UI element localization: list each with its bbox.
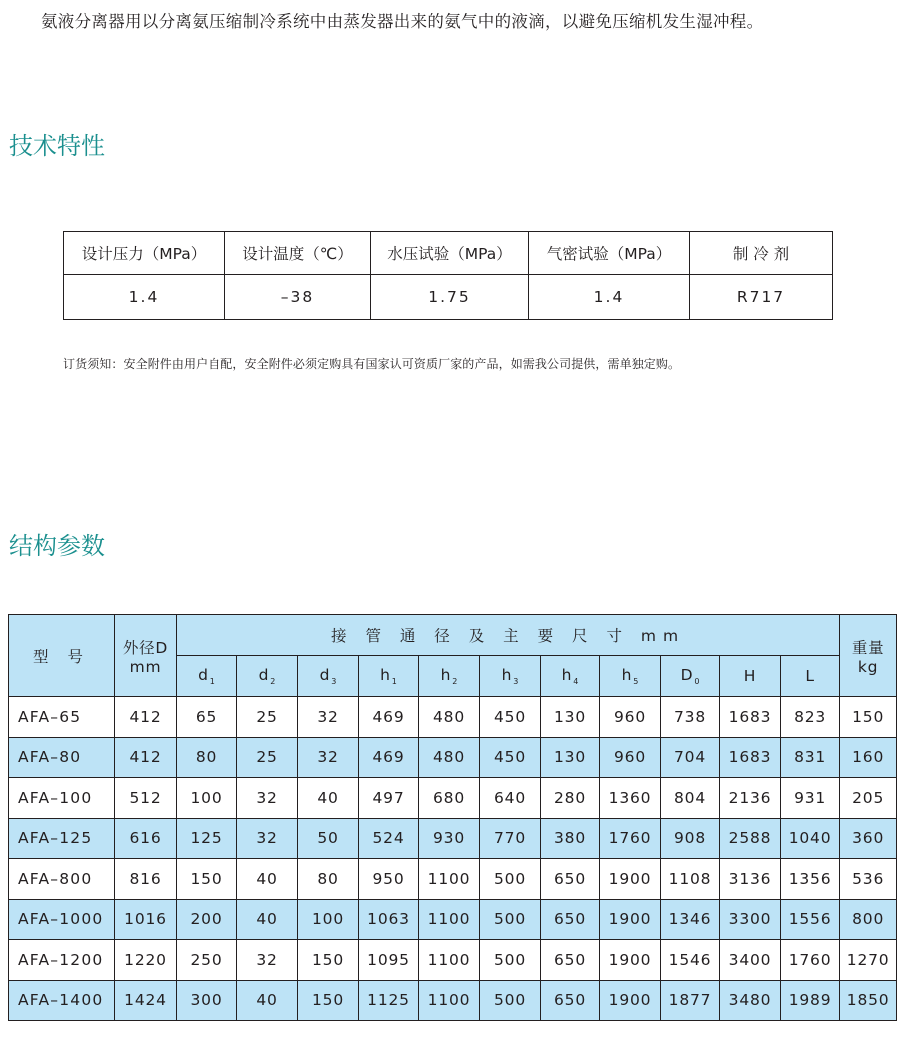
- value-cell: 908: [661, 818, 720, 859]
- spec-value-cell: –38: [225, 275, 371, 320]
- value-cell: 804: [661, 778, 720, 819]
- table-row: [9, 737, 897, 778]
- struct-header-row: [9, 615, 897, 656]
- value-cell: 704: [661, 737, 720, 778]
- value-cell: 40: [237, 899, 298, 940]
- structure-parameter-table: [8, 614, 897, 1021]
- table-row: [9, 859, 897, 900]
- intro-text: 氨液分离器用以分离氨压缩制冷系统中由蒸发器出来的氨气中的液滴，以避免压缩机发生湿冲程。: [41, 12, 764, 31]
- value-cell: 280: [541, 778, 600, 819]
- value-cell: 65: [177, 697, 237, 738]
- value-cell: 150: [177, 859, 237, 900]
- value-cell: 205: [840, 778, 897, 819]
- value-cell: 300: [177, 980, 237, 1021]
- value-cell: 1095: [359, 940, 419, 981]
- spec-header-cell: 气密试验（MPa）: [529, 232, 690, 275]
- value-cell: 1108: [661, 859, 720, 900]
- section-title-technical: 技术特性: [9, 132, 105, 160]
- value-cell: 770: [480, 818, 541, 859]
- value-cell: 950: [359, 859, 419, 900]
- value-cell: 32: [237, 940, 298, 981]
- value-cell: 160: [840, 737, 897, 778]
- value-cell: 130: [541, 697, 600, 738]
- value-cell: 823: [781, 697, 840, 738]
- value-cell: 3400: [720, 940, 781, 981]
- spec-value-cell: 1.75: [371, 275, 529, 320]
- value-cell: 500: [480, 859, 541, 900]
- value-cell: 150: [298, 980, 359, 1021]
- value-cell: 960: [600, 737, 661, 778]
- value-cell: 1760: [781, 940, 840, 981]
- header-weight: 重量 kg: [840, 615, 897, 697]
- value-cell: 1683: [720, 697, 781, 738]
- value-cell: 831: [781, 737, 840, 778]
- value-cell: 80: [298, 859, 359, 900]
- model-cell: AFA–100: [9, 778, 115, 819]
- value-cell: 640: [480, 778, 541, 819]
- value-cell: 469: [359, 737, 419, 778]
- value-cell: 1346: [661, 899, 720, 940]
- subheader-cell: $h_2$: [419, 656, 480, 697]
- spec-header-cell: 设计温度（℃）: [225, 232, 371, 275]
- subheader-cell: $h_3$: [480, 656, 541, 697]
- value-cell: 412: [115, 737, 177, 778]
- model-cell: AFA–65: [9, 697, 115, 738]
- model-cell: AFA–1000: [9, 899, 115, 940]
- table-row: [9, 697, 897, 738]
- value-cell: 1760: [600, 818, 661, 859]
- value-cell: 2136: [720, 778, 781, 819]
- value-cell: 738: [661, 697, 720, 738]
- section-title-structure: 结构参数: [9, 532, 105, 560]
- table-row: [9, 940, 897, 981]
- value-cell: 1125: [359, 980, 419, 1021]
- value-cell: 500: [480, 899, 541, 940]
- order-note: 订货须知：安全附件由用户自配，安全附件必须定购具有国家认可资质厂家的产品，如需我公司提供，需单独定购。: [63, 357, 681, 371]
- value-cell: 1040: [781, 818, 840, 859]
- value-cell: 100: [298, 899, 359, 940]
- spec-value-cell: 1.4: [529, 275, 690, 320]
- value-cell: 1877: [661, 980, 720, 1021]
- value-cell: 1063: [359, 899, 419, 940]
- subheader-cell: $d_2$: [237, 656, 298, 697]
- value-cell: 40: [298, 778, 359, 819]
- spec-value-row: [64, 275, 833, 320]
- value-cell: 125: [177, 818, 237, 859]
- value-cell: 1900: [600, 980, 661, 1021]
- spec-header-cell: 水压试验（MPa）: [371, 232, 529, 275]
- model-cell: AFA–800: [9, 859, 115, 900]
- value-cell: 1100: [419, 899, 480, 940]
- value-cell: 497: [359, 778, 419, 819]
- value-cell: 1100: [419, 859, 480, 900]
- value-cell: 450: [480, 697, 541, 738]
- value-cell: 32: [237, 818, 298, 859]
- value-cell: 32: [237, 778, 298, 819]
- value-cell: 1900: [600, 940, 661, 981]
- subheader-cell: L: [781, 656, 840, 697]
- value-cell: 1900: [600, 859, 661, 900]
- value-cell: 1356: [781, 859, 840, 900]
- subheader-cell: $D_0$: [661, 656, 720, 697]
- value-cell: 650: [541, 980, 600, 1021]
- value-cell: 3480: [720, 980, 781, 1021]
- value-cell: 1016: [115, 899, 177, 940]
- value-cell: 32: [298, 697, 359, 738]
- value-cell: 1989: [781, 980, 840, 1021]
- spec-header-cell: 制 冷 剂: [690, 232, 833, 275]
- value-cell: 150: [298, 940, 359, 981]
- value-cell: 1360: [600, 778, 661, 819]
- value-cell: 680: [419, 778, 480, 819]
- value-cell: 25: [237, 697, 298, 738]
- value-cell: 150: [840, 697, 897, 738]
- value-cell: 931: [781, 778, 840, 819]
- value-cell: 1100: [419, 940, 480, 981]
- value-cell: 800: [840, 899, 897, 940]
- table-row: [9, 778, 897, 819]
- model-cell: AFA–125: [9, 818, 115, 859]
- value-cell: 1424: [115, 980, 177, 1021]
- header-group-dimensions: 接 管 通 径 及 主 要 尺 寸 mm: [177, 615, 840, 656]
- value-cell: 930: [419, 818, 480, 859]
- model-cell: AFA–1200: [9, 940, 115, 981]
- value-cell: 130: [541, 737, 600, 778]
- table-row: [9, 980, 897, 1021]
- value-cell: 480: [419, 697, 480, 738]
- value-cell: 616: [115, 818, 177, 859]
- spec-header-cell: 设计压力（MPa）: [64, 232, 225, 275]
- value-cell: 100: [177, 778, 237, 819]
- spec-value-cell: 1.4: [64, 275, 225, 320]
- value-cell: 960: [600, 697, 661, 738]
- value-cell: 1220: [115, 940, 177, 981]
- value-cell: 450: [480, 737, 541, 778]
- model-cell: AFA–80: [9, 737, 115, 778]
- technical-spec-table: [63, 231, 833, 320]
- value-cell: 412: [115, 697, 177, 738]
- value-cell: 1270: [840, 940, 897, 981]
- value-cell: 650: [541, 940, 600, 981]
- value-cell: 524: [359, 818, 419, 859]
- value-cell: 32: [298, 737, 359, 778]
- value-cell: 2588: [720, 818, 781, 859]
- table-row: [9, 818, 897, 859]
- value-cell: 1100: [419, 980, 480, 1021]
- value-cell: 1556: [781, 899, 840, 940]
- spec-header-row: [64, 232, 833, 275]
- value-cell: 500: [480, 940, 541, 981]
- value-cell: 500: [480, 980, 541, 1021]
- value-cell: 469: [359, 697, 419, 738]
- value-cell: 1683: [720, 737, 781, 778]
- subheader-cell: $h_5$: [600, 656, 661, 697]
- subheader-cell: $h_1$: [359, 656, 419, 697]
- subheader-cell: $d_3$: [298, 656, 359, 697]
- value-cell: 3300: [720, 899, 781, 940]
- value-cell: 1900: [600, 899, 661, 940]
- value-cell: 25: [237, 737, 298, 778]
- value-cell: 650: [541, 859, 600, 900]
- subheader-cell: $h_4$: [541, 656, 600, 697]
- value-cell: 816: [115, 859, 177, 900]
- subheader-cell: $d_1$: [177, 656, 237, 697]
- header-outer-diameter: 外径D mm: [115, 615, 177, 697]
- value-cell: 650: [541, 899, 600, 940]
- header-model: 型 号: [9, 615, 115, 697]
- table-row: [9, 899, 897, 940]
- subheader-cell: H: [720, 656, 781, 697]
- value-cell: 480: [419, 737, 480, 778]
- value-cell: 1850: [840, 980, 897, 1021]
- value-cell: 250: [177, 940, 237, 981]
- value-cell: 50: [298, 818, 359, 859]
- value-cell: 200: [177, 899, 237, 940]
- value-cell: 512: [115, 778, 177, 819]
- spec-value-cell: R717: [690, 275, 833, 320]
- model-cell: AFA–1400: [9, 980, 115, 1021]
- value-cell: 380: [541, 818, 600, 859]
- value-cell: 1546: [661, 940, 720, 981]
- value-cell: 80: [177, 737, 237, 778]
- value-cell: 360: [840, 818, 897, 859]
- value-cell: 536: [840, 859, 897, 900]
- value-cell: 40: [237, 859, 298, 900]
- value-cell: 3136: [720, 859, 781, 900]
- value-cell: 40: [237, 980, 298, 1021]
